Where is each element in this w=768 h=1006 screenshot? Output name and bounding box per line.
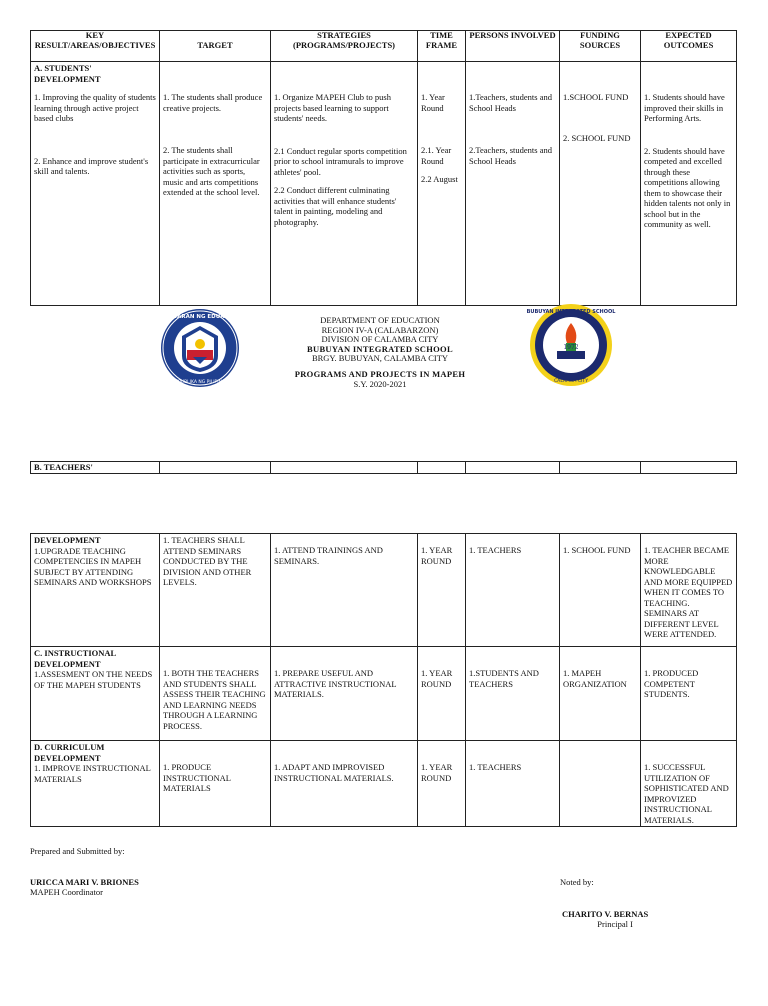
section-d-target: 1. PRODUCE INSTRUCTIONAL MATERIALS bbox=[163, 762, 231, 793]
section-b-title: B. TEACHERS' bbox=[31, 462, 160, 474]
section-c-kra: 1.ASSESMENT ON THE NEEDS OF THE MAPEH STUDENTS bbox=[34, 669, 153, 690]
svg-text:1972: 1972 bbox=[563, 344, 579, 351]
prepared-by-name: URICCA MARI V. BRIONES bbox=[30, 877, 139, 887]
document-title: PROGRAMS AND PROJECTS IN MAPEH bbox=[294, 368, 466, 379]
section-a-outcome-cell bbox=[641, 62, 737, 306]
school-seal-icon bbox=[526, 303, 616, 387]
prepared-by-title: MAPEH Coordinator bbox=[30, 887, 103, 897]
section-a-title: A. STUDENTS' DEVELOPMENT bbox=[34, 63, 101, 84]
section-d-persons: 1. TEACHERS bbox=[469, 762, 522, 772]
header-school: BUBUYAN INTEGRATED SCHOOL bbox=[307, 343, 453, 354]
section-a-outcome-2: 2. Students should have competed and excelled through these competitions allowing them to showcase their hidden talents not only in school but in the community as well. bbox=[644, 145, 731, 229]
section-a-kra-cell bbox=[31, 62, 160, 306]
section-d-strategy: 1. ADAPT AND IMPROVISED INSTRUCTIONAL MATERIALS. bbox=[274, 762, 394, 783]
section-a-strategy-cell bbox=[271, 62, 418, 306]
section-b-outcome: 1. TEACHER BECAME MORE KNOWLEDGABLE AND MORE EQUIPPED WHEN IT COMES TO TEACHING. SEMINARS AT DIFFERENT LEVEL WERE ATTENDED. bbox=[644, 545, 733, 639]
school-seal bbox=[526, 303, 616, 387]
section-a-time-cell bbox=[418, 62, 466, 306]
plan-table-section-b-title bbox=[30, 461, 737, 474]
section-a-target-2: 2. The students shall participate in extracurricular activities such as sports, music and arts competitions extended at the school level. bbox=[163, 145, 260, 197]
section-c-outcome: 1. PRODUCED COMPETENT STUDENTS. bbox=[644, 668, 699, 699]
svg-text:BUBUYAN INTEGRATED SCHOOL: BUBUYAN INTEGRATED SCHOOL bbox=[526, 309, 616, 315]
section-a-strategy-1: 1. Organize MAPEH Club to push projects based learning to support students' needs. bbox=[274, 92, 391, 123]
section-a-funding-2: 2. SCHOOL FUND bbox=[563, 132, 631, 143]
noted-by-block bbox=[562, 909, 648, 929]
col-header-persons: PERSONS INVOLVED bbox=[466, 31, 560, 62]
section-d-title: D. CURRICULUM DEVELOPMENT bbox=[34, 742, 105, 763]
svg-text:CALAMBA CITY: CALAMBA CITY bbox=[553, 379, 589, 384]
header-department: DEPARTMENT OF EDUCATION bbox=[320, 315, 440, 325]
section-b-funding: 1. SCHOOL FUND bbox=[563, 545, 631, 555]
deped-seal bbox=[154, 308, 246, 388]
section-a-kra-2: 2. Enhance and improve student's skill and talents. bbox=[34, 155, 149, 176]
section-a-time-2-2: 2.2 August bbox=[421, 174, 458, 184]
section-a-outcome-1: 1. Students should have improved their skills in Performing Arts. bbox=[644, 92, 725, 123]
section-d-kra: 1. IMPROVE INSTRUCTIONAL MATERIALS bbox=[34, 763, 151, 784]
svg-text:KAGAWARAN NG EDUKASYON: KAGAWARAN NG EDUKASYON bbox=[154, 314, 246, 320]
noted-by-name: CHARITO V. BERNAS bbox=[562, 909, 649, 919]
deped-seal-icon bbox=[154, 308, 246, 388]
section-a-strategy-2-1: 2.1 Conduct regular sports competition prior to school intramurals to improve athletes' pool. bbox=[274, 145, 407, 177]
section-c-target: 1. BOTH THE TEACHERS AND STUDENTS SHALL ASSESS THEIR TEACHING AND LEARNING NEEDS THROUGH A LEARNING PROCESS. bbox=[163, 668, 266, 731]
header-region: REGION IV-A (CALABARZON) bbox=[321, 324, 439, 335]
section-b-strategy: 1. ATTEND TRAININGS AND SEMINARS. bbox=[274, 545, 383, 566]
section-a-persons-cell bbox=[466, 62, 560, 306]
col-header-kra: KEY RESULT/AREAS/OBJECTIVES bbox=[31, 31, 160, 62]
section-c-time: 1. YEAR ROUND bbox=[421, 668, 453, 689]
col-header-funding: FUNDING SOURCES bbox=[560, 31, 641, 62]
plan-table-top bbox=[30, 30, 737, 306]
section-b-time: 1. YEAR ROUND bbox=[421, 545, 453, 566]
section-d-row bbox=[31, 741, 737, 827]
col-header-target: TARGET bbox=[160, 31, 271, 62]
svg-text:REPUBLIKA NG PILIPINAS: REPUBLIKA NG PILIPINAS bbox=[172, 380, 228, 385]
section-c-row bbox=[31, 647, 737, 741]
noted-by-title: Principal I bbox=[597, 919, 633, 929]
noted-by-label: Noted by: bbox=[560, 877, 594, 887]
section-a-time-2-1: 2.1. Year Round bbox=[421, 145, 452, 166]
section-b-row bbox=[31, 534, 737, 647]
plan-table-bottom bbox=[30, 533, 737, 827]
section-b-subtitle: DEVELOPMENT bbox=[34, 535, 101, 545]
section-b-target: 1. TEACHERS SHALL ATTEND SEMINARS CONDUCTED BY THE DIVISION AND OTHER LEVELS. bbox=[163, 535, 252, 587]
section-c-title: C. INSTRUCTIONAL DEVELOPMENT bbox=[34, 648, 116, 669]
prepared-by-block bbox=[30, 877, 139, 897]
section-a-kra-1: 1. Improving the quality of students learning through active project based clubs bbox=[34, 92, 156, 123]
section-a-strategy-2-2: 2.2 Conduct different culminating activities that will enhance students' talent in painting, modeling and photography. bbox=[274, 185, 397, 227]
section-c-funding: 1. MAPEH ORGANIZATION bbox=[563, 668, 627, 689]
col-header-time-frame: TIME FRAME bbox=[418, 31, 466, 62]
section-b-kra: 1.UPGRADE TEACHING COMPETENCIES IN MAPEH SUBJECT BY ATTENDING SEMINARS AND WORKSHOPS bbox=[34, 545, 152, 587]
section-c-persons: 1.STUDENTS AND TEACHERS bbox=[469, 668, 539, 689]
section-a-target-cell bbox=[160, 62, 271, 306]
section-d-time: 1. YEAR ROUND bbox=[421, 762, 453, 783]
col-header-strategies: STRATEGIES (PROGRAMS/PROJECTS) bbox=[271, 31, 418, 62]
school-year: S.Y. 2020-2021 bbox=[353, 378, 407, 389]
col-header-outcomes: EXPECTED OUTCOMES bbox=[641, 31, 737, 62]
section-a-funding-1: 1.SCHOOL FUND bbox=[563, 92, 629, 102]
section-b-persons: 1. TEACHERS bbox=[469, 545, 522, 555]
section-a-time-1: 1. Year Round bbox=[421, 92, 445, 113]
section-d-outcome: 1. SUCCESSFUL UTILIZATION OF SOPHISTICATED AND IMPROVIZED INSTRUCTIONAL MATERIALS. bbox=[644, 762, 729, 825]
section-c-strategy: 1. PREPARE USEFUL AND ATTRACTIVE INSTRUCTIONAL MATERIALS. bbox=[274, 668, 397, 699]
section-a-funding-cell bbox=[560, 62, 641, 306]
document-header bbox=[230, 316, 530, 389]
prepared-by-label: Prepared and Submitted by: bbox=[30, 846, 125, 856]
header-division: DIVISION OF CALAMBA CITY bbox=[321, 334, 439, 345]
section-a-persons-1: 1.Teachers, students and School Heads bbox=[469, 92, 552, 113]
header-address: BRGY. BUBUYAN, CALAMBA CITY bbox=[311, 353, 449, 364]
section-a-persons-2: 2.Teachers, students and School Heads bbox=[469, 145, 552, 166]
section-a-target-1: 1. The students shall produce creative projects. bbox=[163, 92, 263, 113]
